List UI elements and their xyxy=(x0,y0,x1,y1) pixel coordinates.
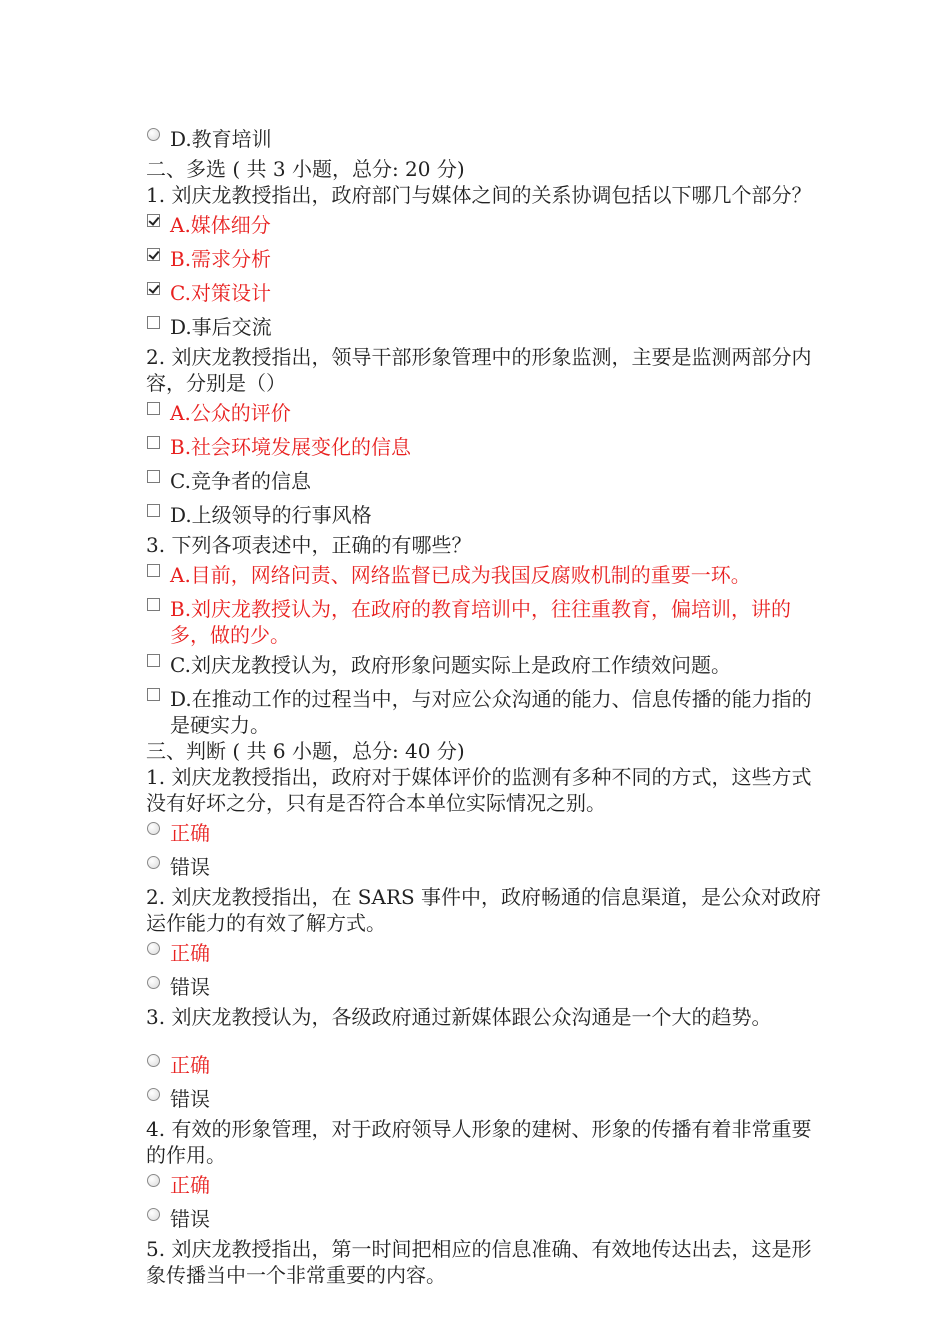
checkbox[interactable] xyxy=(147,654,160,667)
option-true[interactable] xyxy=(146,1048,826,1082)
option-b[interactable] xyxy=(146,242,826,276)
option-false[interactable] xyxy=(146,970,826,1004)
option-label: D.上级领导的行事风格 xyxy=(170,503,372,527)
checkbox[interactable] xyxy=(147,504,160,517)
option-false[interactable] xyxy=(146,1202,826,1236)
option-label: A.媒体细分 xyxy=(170,213,271,237)
section-header-multiple-choice: 二、多选 ( 共 3 小题，总分: 20 分) xyxy=(146,157,465,181)
prev-question-option-d[interactable] xyxy=(146,126,826,156)
option-label: 错误 xyxy=(170,1207,210,1231)
checkbox[interactable] xyxy=(147,688,160,701)
option-c[interactable] xyxy=(146,276,826,310)
option-label: 正确 xyxy=(170,1053,210,1077)
option-label: B.需求分析 xyxy=(170,247,272,271)
option-label: B.社会环境发展变化的信息 xyxy=(170,435,412,459)
option-label: B.刘庆龙教授认为，在政府的教育培训中，往往重教育，偏培训，讲的多，做的少。 xyxy=(170,597,792,647)
checkbox[interactable] xyxy=(147,402,160,415)
question-text: 1. 刘庆龙教授指出，政府对于媒体评价的监测有多种不同的方式，这些方式没有好坏之分，只有是否符合本单位实际情况之别。 xyxy=(146,765,812,815)
radio-button[interactable] xyxy=(147,1208,160,1221)
option-label: 正确 xyxy=(170,1173,210,1197)
option-a[interactable] xyxy=(146,558,826,592)
option-label: C.对策设计 xyxy=(170,281,271,305)
spacer xyxy=(146,1030,826,1048)
option-c[interactable] xyxy=(146,648,826,682)
question-text: 2. 刘庆龙教授指出，在 SARS 事件中，政府畅通的信息渠道，是公众对政府运作能力的有效了解方式。 xyxy=(146,885,822,935)
option-label: 错误 xyxy=(170,975,210,999)
option-label: C.刘庆龙教授认为，政府形象问题实际上是政府工作绩效问题。 xyxy=(170,653,731,677)
radio-button[interactable] xyxy=(147,942,160,955)
question-text: 3. 刘庆龙教授认为，各级政府通过新媒体跟公众沟通是一个大的趋势。 xyxy=(146,1005,772,1029)
section-header-true-false: 三、判断 ( 共 6 小题，总分: 40 分) xyxy=(146,739,465,763)
radio-button[interactable] xyxy=(147,976,160,989)
checkbox[interactable] xyxy=(147,470,160,483)
option-label: 正确 xyxy=(170,941,210,965)
option-label: 错误 xyxy=(170,855,210,879)
option-false[interactable] xyxy=(146,850,826,884)
checkbox[interactable] xyxy=(147,436,160,449)
option-d[interactable] xyxy=(146,310,826,344)
radio-button[interactable] xyxy=(147,1174,160,1187)
option-label: 正确 xyxy=(170,821,210,845)
option-b[interactable] xyxy=(146,592,826,648)
option-label: A.公众的评价 xyxy=(170,401,291,425)
question-text: 1. 刘庆龙教授指出，政府部门与媒体之间的关系协调包括以下哪几个部分？ xyxy=(146,183,812,207)
option-true[interactable] xyxy=(146,1168,826,1202)
option-label: 错误 xyxy=(170,1087,210,1111)
checkbox[interactable] xyxy=(147,598,160,611)
radio-button[interactable] xyxy=(147,1054,160,1067)
option-a[interactable] xyxy=(146,208,826,242)
option-a[interactable] xyxy=(146,396,826,430)
checkbox[interactable] xyxy=(147,316,160,329)
option-d[interactable] xyxy=(146,498,826,532)
checkbox-checked[interactable] xyxy=(147,214,160,227)
option-false[interactable] xyxy=(146,1082,826,1116)
radio-button[interactable] xyxy=(147,1088,160,1101)
checkbox[interactable] xyxy=(147,564,160,577)
option-label: D.事后交流 xyxy=(170,315,272,339)
option-label: C.竞争者的信息 xyxy=(170,469,311,493)
question-text: 2. 刘庆龙教授指出，领导干部形象管理中的形象监测，主要是监测两部分内容，分别是（） xyxy=(146,345,812,395)
question-text: 3. 下列各项表述中，正确的有哪些？ xyxy=(146,533,472,557)
checkbox-checked[interactable] xyxy=(147,248,160,261)
exam-content xyxy=(146,126,826,1288)
option-c[interactable] xyxy=(146,464,826,498)
option-label: D.在推动工作的过程当中，与对应公众沟通的能力、信息传播的能力指的是硬实力。 xyxy=(170,687,812,737)
question-text: 5. 刘庆龙教授指出，第一时间把相应的信息准确、有效地传达出去，这是形象传播当中一个非常重要的内容。 xyxy=(146,1237,812,1287)
option-label: D.教育培训 xyxy=(170,127,272,151)
question-text: 4. 有效的形象管理，对于政府领导人形象的建树、形象的传播有着非常重要的作用。 xyxy=(146,1117,812,1167)
option-true[interactable] xyxy=(146,816,826,850)
option-true[interactable] xyxy=(146,936,826,970)
radio-button[interactable] xyxy=(147,822,160,835)
option-label: A.目前，网络问责、网络监督已成为我国反腐败机制的重要一环。 xyxy=(170,563,751,587)
radio-button[interactable] xyxy=(147,856,160,869)
checkbox-checked[interactable] xyxy=(147,282,160,295)
radio-button[interactable] xyxy=(147,128,160,141)
option-b[interactable] xyxy=(146,430,826,464)
option-d[interactable] xyxy=(146,682,826,738)
